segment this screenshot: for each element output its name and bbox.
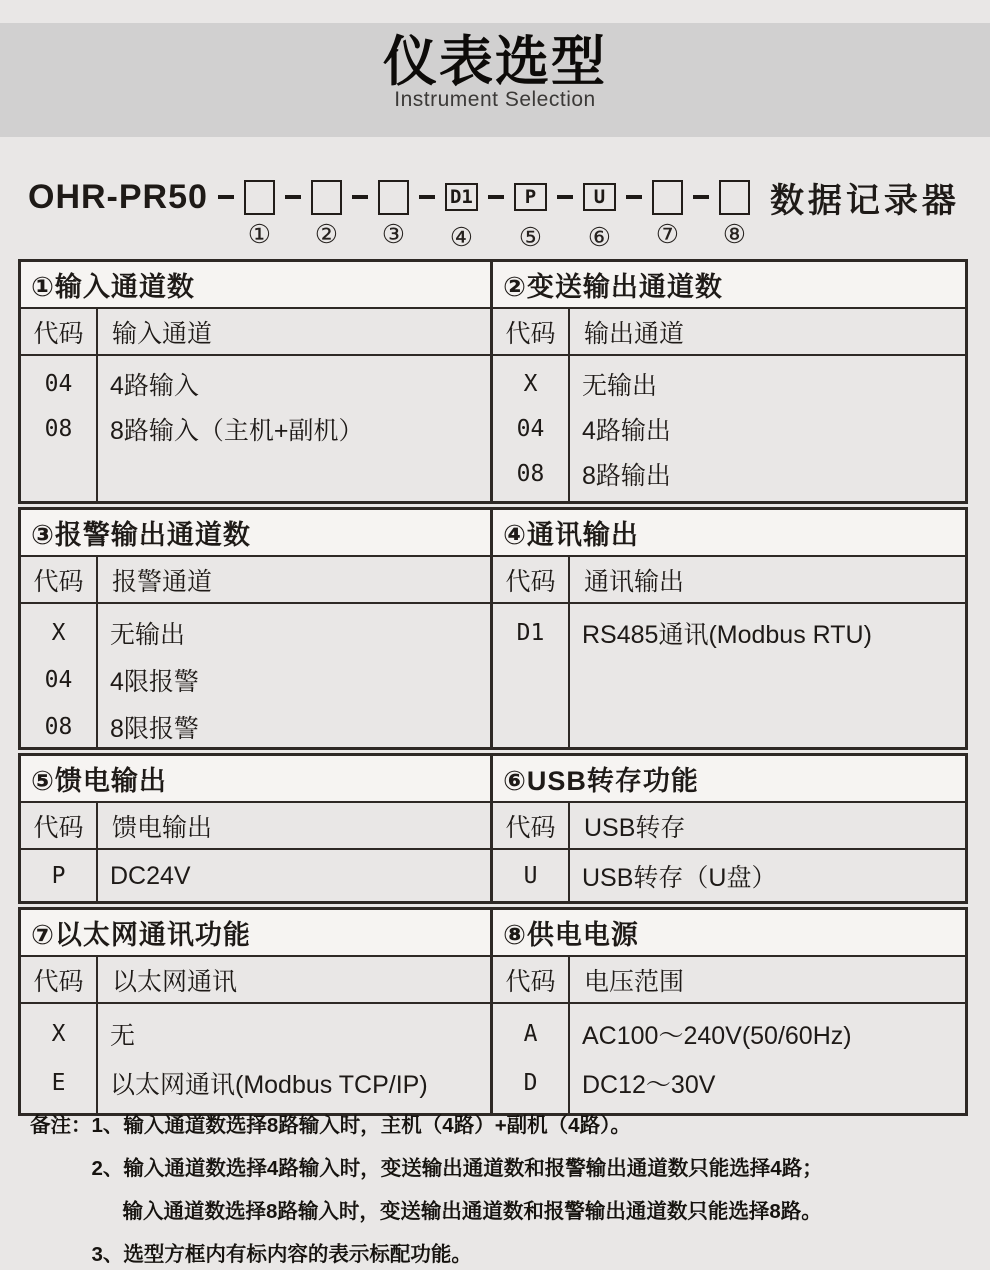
column-divider xyxy=(96,604,98,747)
table-row-pair-1 xyxy=(18,259,968,504)
code-cell: X xyxy=(51,619,66,646)
footnote-2-continued: 输入通道数选择8路输入时，变送输出通道数和报警输出通道数只能选择8路。 xyxy=(122,1200,822,1223)
table-row-pair-4 xyxy=(18,907,968,1116)
desc-cell: DC24V xyxy=(110,861,191,890)
circled-number-1: ① xyxy=(247,219,272,250)
desc-cell: 4路输出 xyxy=(582,416,671,445)
section-body xyxy=(493,356,965,501)
dash-separator xyxy=(488,195,504,199)
code-cell: X xyxy=(51,1020,66,1047)
table-row xyxy=(493,1058,965,1107)
model-position-8 xyxy=(719,180,750,250)
desc-cell: 4路输入 xyxy=(110,371,199,400)
code-cell: 08 xyxy=(44,713,73,740)
code-cell: 08 xyxy=(44,415,73,442)
dash-separator xyxy=(352,195,368,199)
column-header-code: 代码 xyxy=(493,803,570,848)
column-divider xyxy=(96,850,98,901)
column-header-code: 代码 xyxy=(493,957,570,1002)
section-transmit-output-channels xyxy=(493,262,965,501)
column-header-code: 代码 xyxy=(21,957,98,1002)
table-row xyxy=(21,656,490,703)
code-box-7 xyxy=(652,180,683,215)
column-divider xyxy=(96,1004,98,1113)
column-header-desc: 以太网通讯 xyxy=(112,967,238,996)
table-row xyxy=(493,855,965,897)
section-header-row xyxy=(493,309,965,356)
code-box-4: D1 xyxy=(445,183,478,211)
column-divider xyxy=(568,604,570,747)
code-cell: A xyxy=(523,1020,538,1047)
desc-cell: 无输出 xyxy=(582,371,658,400)
table-row xyxy=(21,1009,490,1058)
column-divider xyxy=(96,356,98,501)
model-position-4 xyxy=(445,183,478,253)
section-input-channels xyxy=(21,262,493,501)
desc-cell: 8限报警 xyxy=(110,714,199,743)
table-row xyxy=(493,1009,965,1058)
model-code-line xyxy=(28,170,960,253)
circled-number-2: ② xyxy=(314,219,339,250)
column-header-code: 代码 xyxy=(21,309,98,354)
section-ethernet-communication xyxy=(21,910,493,1113)
model-position-3 xyxy=(378,180,409,250)
desc-cell: 8路输出 xyxy=(582,461,671,490)
section-title: ⑤馈电输出 xyxy=(21,756,490,803)
code-cell: D1 xyxy=(516,619,545,646)
column-header-desc: 报警通道 xyxy=(112,567,213,596)
section-power-supply xyxy=(493,910,965,1113)
section-header-row xyxy=(21,803,490,850)
model-prefix: OHR-PR50 xyxy=(28,177,208,216)
column-divider xyxy=(568,1004,570,1113)
model-position-2 xyxy=(311,180,342,250)
column-header-desc: USB转存 xyxy=(584,813,686,842)
section-body xyxy=(21,1004,490,1113)
model-suffix: 数据记录器 xyxy=(769,181,960,220)
model-position-6 xyxy=(583,183,616,253)
code-cell: E xyxy=(51,1069,66,1096)
code-box-5: P xyxy=(514,183,547,211)
model-position-5 xyxy=(514,183,547,253)
table-row xyxy=(21,703,490,750)
dash-separator xyxy=(693,195,709,199)
code-cell: 04 xyxy=(516,415,545,442)
column-header-desc: 电压范围 xyxy=(584,967,685,996)
footnotes-body xyxy=(92,1104,823,1270)
desc-cell: 无 xyxy=(110,1021,136,1050)
footnotes xyxy=(30,1104,823,1270)
circled-number-8: ⑧ xyxy=(722,219,747,250)
section-power-feed-output xyxy=(21,756,493,901)
code-cell: D xyxy=(523,1069,538,1096)
table-row-pair-3 xyxy=(18,753,968,904)
section-title: ④通讯输出 xyxy=(493,510,965,557)
section-title: ⑦以太网通讯功能 xyxy=(21,910,490,957)
dash-separator xyxy=(285,195,301,199)
section-title: ②变送输出通道数 xyxy=(493,262,965,309)
desc-cell: AC100～240V(50/60Hz) xyxy=(582,1021,852,1050)
footnotes-label: 备注： xyxy=(30,1114,92,1137)
code-cell: 08 xyxy=(516,460,545,487)
column-header-desc: 通讯输出 xyxy=(584,567,685,596)
table-row xyxy=(21,361,490,406)
section-body xyxy=(21,356,490,501)
table-row xyxy=(493,361,965,406)
circled-number-3: ③ xyxy=(381,219,406,250)
code-cell: X xyxy=(523,370,538,397)
section-body xyxy=(493,604,965,747)
circled-number-6: ⑥ xyxy=(587,223,612,253)
section-body xyxy=(21,604,490,747)
table-row-pair-2 xyxy=(18,507,968,750)
dash-separator xyxy=(419,195,435,199)
selection-table xyxy=(18,259,968,1116)
column-header-desc: 输出通道 xyxy=(584,319,685,348)
circled-number-7: ⑦ xyxy=(655,219,680,250)
page-title: 仪表选型 xyxy=(383,32,607,92)
circled-number-5: ⑤ xyxy=(518,223,543,253)
column-header-code: 代码 xyxy=(21,557,98,602)
section-header-row xyxy=(493,957,965,1004)
table-row xyxy=(493,406,965,451)
dash-separator xyxy=(626,195,642,199)
desc-cell: 以太网通讯(Modbus TCP/IP) xyxy=(110,1070,428,1099)
desc-cell: USB转存（U盘） xyxy=(582,864,777,892)
section-header-row xyxy=(493,803,965,850)
table-row xyxy=(493,609,965,656)
code-box-3 xyxy=(378,180,409,215)
section-alarm-output-channels xyxy=(21,510,493,747)
table-row xyxy=(21,855,490,897)
header-band xyxy=(0,23,990,137)
table-row xyxy=(21,609,490,656)
column-divider xyxy=(568,850,570,901)
desc-cell: 无输出 xyxy=(110,620,186,649)
table-row xyxy=(493,451,965,496)
desc-cell: RS485通讯(Modbus RTU) xyxy=(582,620,872,649)
code-cell: 04 xyxy=(44,666,73,693)
section-header-row xyxy=(493,557,965,604)
section-title: ⑥USB转存功能 xyxy=(493,756,965,803)
model-position-7 xyxy=(652,180,683,250)
desc-cell: 4限报警 xyxy=(110,667,199,696)
code-box-2 xyxy=(311,180,342,215)
desc-cell: 8路输入（主机+副机） xyxy=(110,416,364,445)
page-subtitle: Instrument Selection xyxy=(394,88,596,112)
column-header-code: 代码 xyxy=(21,803,98,848)
section-header-row xyxy=(21,957,490,1004)
code-box-6: U xyxy=(583,183,616,211)
section-title: ①输入通道数 xyxy=(21,262,490,309)
code-box-8 xyxy=(719,180,750,215)
footnote-1: 1、输入通道数选择8路输入时，主机（4路）+副机（4路）。 xyxy=(91,1114,631,1137)
dash-separator xyxy=(557,195,573,199)
footnote-3: 3、选型方框内有标内容的表示标配功能。 xyxy=(91,1243,472,1266)
column-header-code: 代码 xyxy=(493,557,570,602)
code-cell: 04 xyxy=(44,370,73,397)
column-header-desc: 输入通道 xyxy=(112,319,213,348)
section-body xyxy=(493,1004,965,1113)
footnote-2: 2、输入通道数选择4路输入时，变送输出通道数和报警输出通道数只能选择4路； xyxy=(91,1157,823,1180)
column-header-code: 代码 xyxy=(493,309,570,354)
column-divider xyxy=(568,356,570,501)
column-header-desc: 馈电输出 xyxy=(112,813,213,842)
section-communication-output xyxy=(493,510,965,747)
section-title: ③报警输出通道数 xyxy=(21,510,490,557)
section-header-row xyxy=(21,309,490,356)
section-title: ⑧供电电源 xyxy=(493,910,965,957)
code-cell: U xyxy=(523,863,538,889)
table-row xyxy=(21,1058,490,1107)
table-row xyxy=(21,406,490,451)
model-position-1 xyxy=(244,180,275,250)
section-body xyxy=(21,850,490,901)
code-box-1 xyxy=(244,180,275,215)
section-header-row xyxy=(21,557,490,604)
code-cell: P xyxy=(51,863,66,889)
dash-separator xyxy=(218,195,234,199)
circled-number-4: ④ xyxy=(449,223,474,253)
section-usb-transfer xyxy=(493,756,965,901)
section-body xyxy=(493,850,965,901)
desc-cell: DC12～30V xyxy=(582,1070,716,1099)
